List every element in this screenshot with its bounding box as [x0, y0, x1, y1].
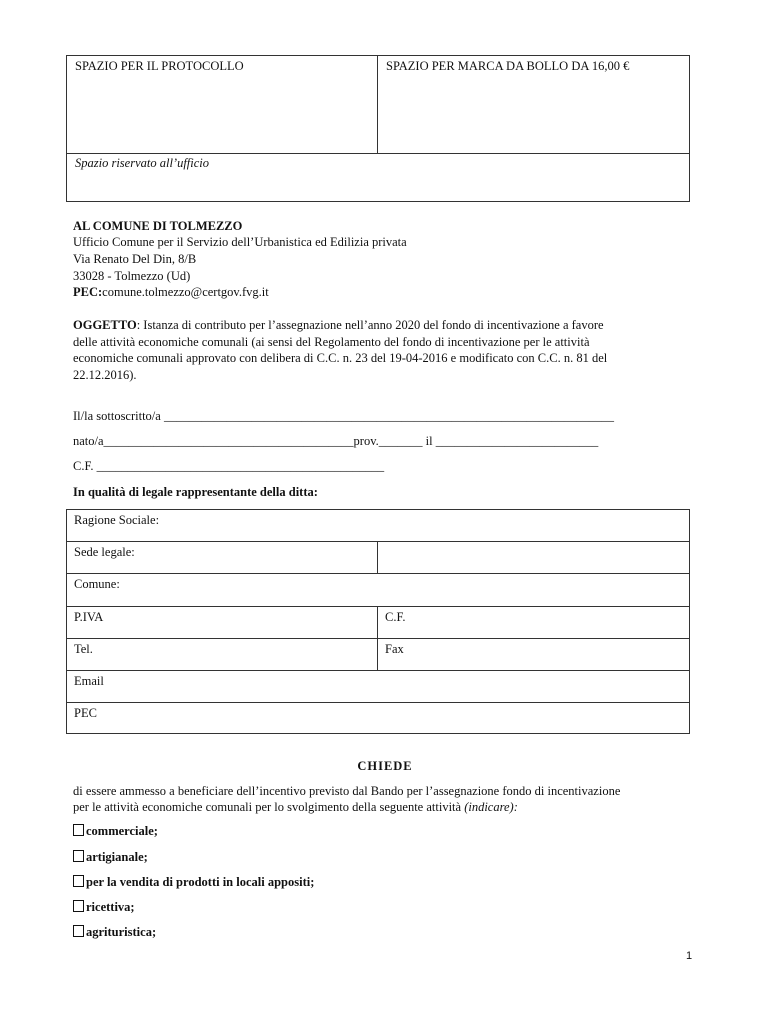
- request-line-2: [73, 800, 518, 815]
- piva-cell[interactable]: [67, 607, 377, 638]
- ditta-heading: In qualità di legale rappresentante della ditta:: [73, 485, 318, 499]
- email-label: Email: [74, 674, 104, 688]
- option-commerciale[interactable]: [73, 824, 158, 839]
- piva-label: P.IVA: [74, 610, 104, 624]
- sede-legale-label: Sede legale:: [74, 545, 135, 559]
- row-comune[interactable]: [67, 574, 689, 607]
- ufficio-label: Spazio riservato all’ufficio: [75, 156, 210, 170]
- subject-line-2: delle attività economiche comunali (ai sensi del Regolamento del fondo di incentivazione per le attività: [73, 334, 590, 349]
- option-vendita[interactable]: [73, 875, 314, 890]
- row-pec[interactable]: [67, 703, 689, 733]
- option-label: per la vendita di prodotti in locali appositi;: [86, 875, 315, 889]
- option-ricettiva[interactable]: [73, 900, 135, 915]
- tel-cell[interactable]: [67, 639, 377, 670]
- sede-legale-cell[interactable]: [67, 542, 377, 573]
- tel-label: Tel.: [74, 642, 93, 656]
- ditta-pec-label: PEC: [74, 706, 97, 720]
- ragione-sociale-label: Ragione Sociale:: [74, 513, 160, 527]
- sottoscritto-field[interactable]: Il/la sottoscritto/a ________________________________________________________________________: [73, 409, 614, 423]
- option-label: ricettiva;: [86, 900, 135, 914]
- comune-label: Comune:: [74, 577, 120, 591]
- recipient-title: AL COMUNE DI TOLMEZZO: [73, 219, 243, 233]
- option-label: commerciale;: [86, 824, 158, 838]
- protocollo-cell: [67, 56, 378, 153]
- cf-cell[interactable]: [377, 607, 690, 638]
- cf-field[interactable]: C.F. ______________________________________________: [73, 459, 385, 473]
- checkbox-icon[interactable]: [73, 875, 84, 887]
- subject-line-4: 22.12.2016).: [73, 367, 137, 382]
- ditta-table: [66, 509, 690, 734]
- option-label: artigianale;: [86, 850, 148, 864]
- fax-label: Fax: [385, 642, 404, 656]
- request-line-2-text: per le attività economiche comunali per lo svolgimento della seguente attività: [73, 800, 465, 814]
- marca-bollo-cell: [378, 56, 689, 153]
- option-artigianale[interactable]: [73, 850, 148, 865]
- page-number: 1: [686, 950, 693, 962]
- subject-paragraph: [73, 317, 697, 383]
- request-line-2-italic: (indicare):: [464, 800, 518, 814]
- fax-cell[interactable]: [377, 639, 690, 670]
- ditta-cf-label: C.F.: [385, 610, 406, 624]
- checkbox-icon[interactable]: [73, 824, 84, 836]
- option-label: agrituristica;: [86, 925, 157, 939]
- row-email[interactable]: [67, 671, 689, 703]
- subject-label: OGGETTO: [73, 318, 137, 332]
- sede-legale-extra-cell[interactable]: [377, 542, 690, 573]
- row-sede-legale: [67, 542, 689, 574]
- marca-bollo-label: SPAZIO PER MARCA DA BOLLO DA 16,00 €: [386, 59, 630, 73]
- recipient-office: Ufficio Comune per il Servizio dell’Urbanistica ed Edilizia privata: [73, 235, 407, 249]
- pec-value: comune.tolmezzo@certgov.fvg.it: [102, 285, 269, 299]
- recipient-street: Via Renato Del Din, 8/B: [73, 252, 197, 266]
- nato-field[interactable]: nato/a________________________________________prov._______ il __________________________: [73, 434, 599, 448]
- pec-label: PEC:: [73, 285, 103, 299]
- checkbox-icon[interactable]: [73, 925, 84, 937]
- recipient-city: 33028 - Tolmezzo (Ud): [73, 269, 191, 283]
- subject-line-3: economiche comunali approvato con delibera di C.C. n. 23 del 19-04-2016 e modificato con C.C. n. 81 del: [73, 351, 608, 365]
- recipient-pec: [73, 284, 269, 300]
- chiede-heading: CHIEDE: [357, 759, 413, 773]
- request-line-1: di essere ammesso a beneficiare dell’incentivo previsto dal Bando per l’assegnazione fondo di incentivazione: [73, 784, 621, 798]
- row-tel-fax: [67, 639, 689, 671]
- subject-line-1: : Istanza di contributo per l’assegnazione nell’anno 2020 del fondo di incentivazione a favore: [136, 318, 604, 332]
- checkbox-icon[interactable]: [73, 850, 84, 862]
- header-table: [66, 55, 690, 202]
- ufficio-row: [67, 153, 689, 202]
- protocollo-label: SPAZIO PER IL PROTOCOLLO: [75, 59, 244, 73]
- row-piva-cf: [67, 607, 689, 639]
- option-agrituristica[interactable]: [73, 925, 156, 940]
- row-ragione-sociale[interactable]: [67, 510, 689, 542]
- checkbox-icon[interactable]: [73, 900, 84, 912]
